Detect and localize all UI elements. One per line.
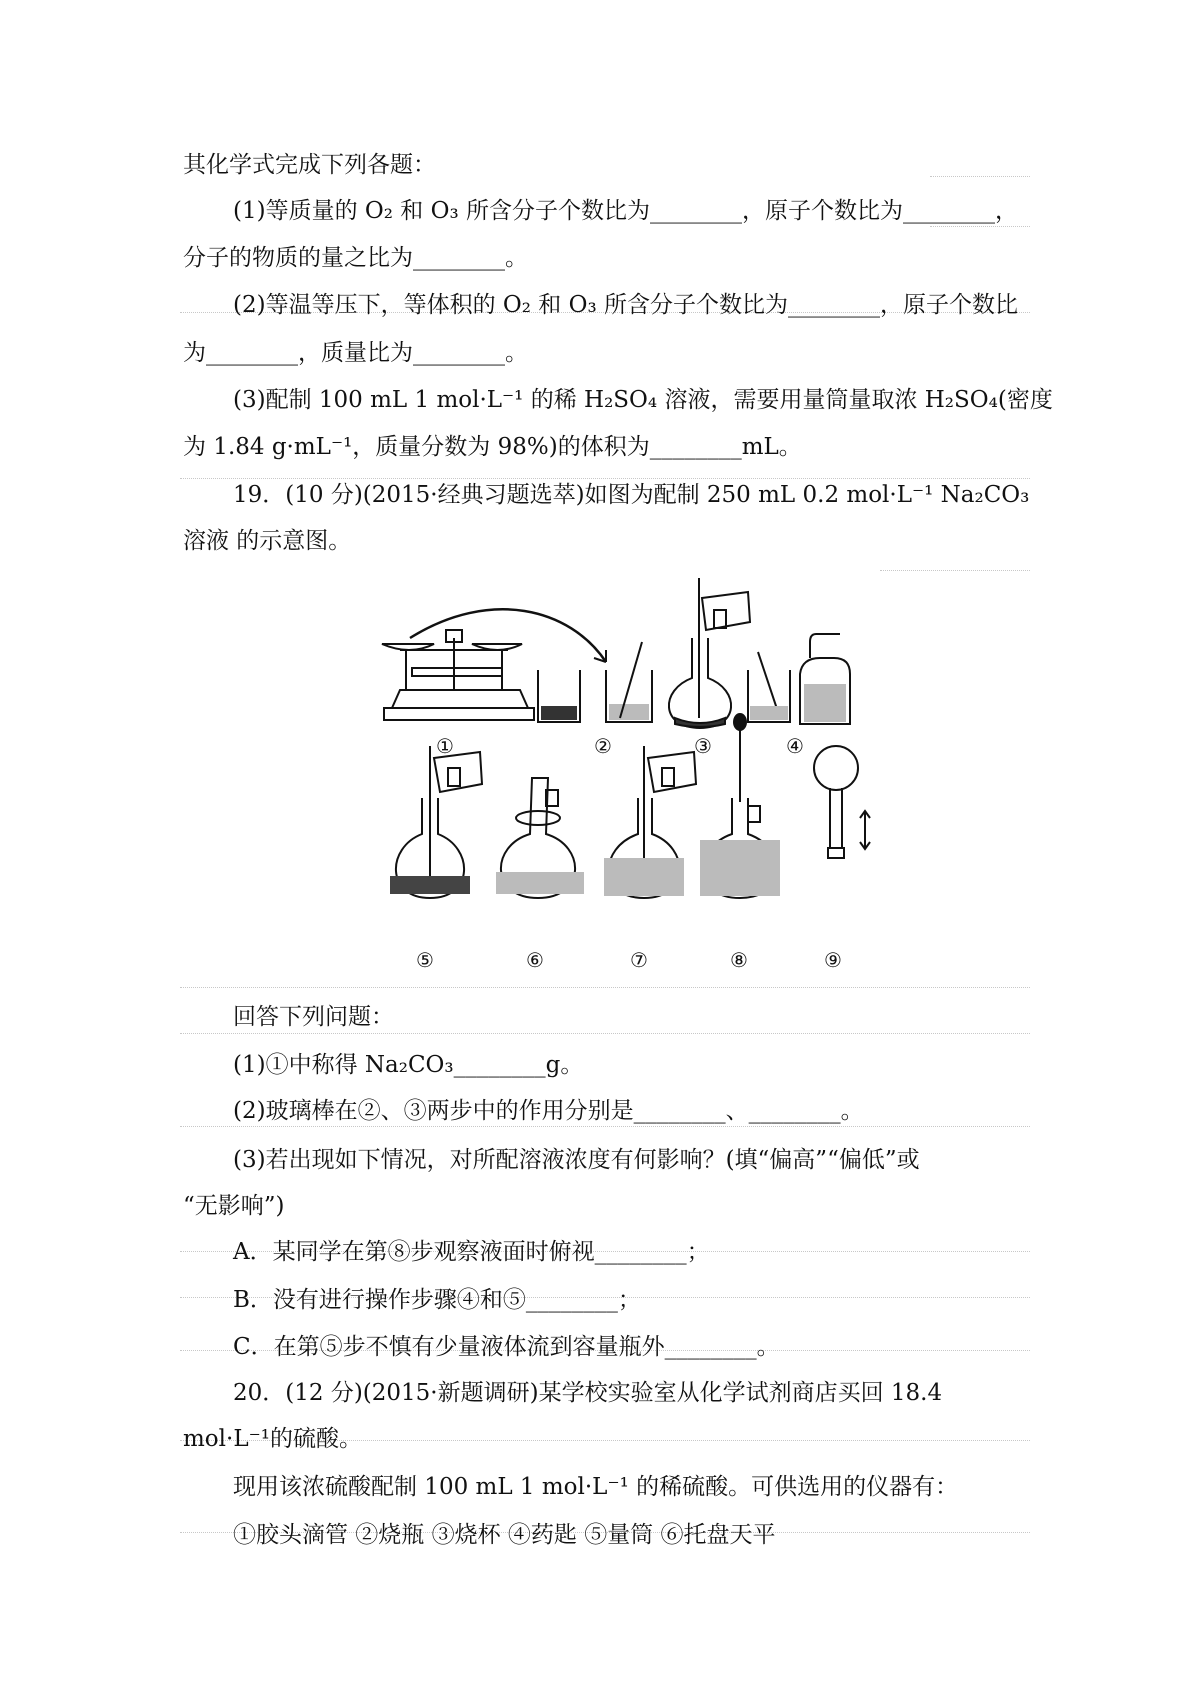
flask-pour-icon [390, 746, 482, 898]
instrument-list: ①胶头滴管 ②烧瓶 ③烧杯 ④药匙 ⑤量筒 ⑥托盘天平 [233, 1522, 776, 1548]
text-line: 分子的物质的量之比为________。 [183, 245, 528, 271]
text-line: mol·L⁻¹的硫酸。 [183, 1426, 362, 1452]
text-line: 为________，质量比为________。 [183, 340, 528, 366]
question-19-3: (3)若出现如下情况，对所配溶液浓度有何影响？(填“偏高”“偏低”或 [233, 1147, 920, 1173]
flask-swirl-icon [496, 778, 584, 898]
question-19-1: (1)①中称得 Na₂CO₃________g。 [233, 1052, 584, 1078]
option-a: A．某同学在第⑧步观察液面时俯视________； [233, 1239, 710, 1265]
figure-label: ① [436, 734, 454, 758]
figure-label: ③ [694, 734, 712, 758]
figure-label: ⑧ [730, 948, 748, 972]
text-line: 其化学式完成下列各题： [183, 152, 436, 178]
figure-label: ⑦ [630, 948, 648, 972]
beaker-icon [538, 670, 580, 722]
question-3: (3)配制 100 mL 1 mol·L⁻¹ 的稀 H₂SO₄ 溶液，需要用量筒量取浓 H₂SO₄(密度 [233, 387, 1053, 413]
wash-bottle-icon [748, 634, 850, 724]
question-19: 19．(10 分)(2015·经典习题选萃)如图为配制 250 mL 0.2 mol·L⁻¹ Na₂CO₃ [233, 482, 1030, 508]
text-line: 现用该浓硫酸配制 100 mL 1 mol·L⁻¹ 的稀硫酸。可供选用的仪器有： [233, 1474, 959, 1500]
question-20: 20．(12 分)(2015·新题调研)某学校实验室从化学试剂商店买回 18.4 [233, 1380, 943, 1406]
lab-figure [370, 578, 1050, 978]
flask-pour-icon [604, 746, 696, 898]
option-b: B．没有进行操作步骤④和⑤________； [233, 1287, 641, 1313]
figure-label: ⑤ [416, 948, 434, 972]
rule-line [880, 570, 1030, 571]
rule-line [180, 1126, 1030, 1127]
text-line: 为 1.84 g·mL⁻¹，质量分数为 98%)的体积为________mL。 [183, 434, 802, 460]
text-line: “无影响”) [183, 1193, 285, 1219]
question-1: (1)等质量的 O₂ 和 O₃ 所含分子个数比为________，原子个数比为________， [233, 198, 1018, 224]
question-19-2: (2)玻璃棒在②、③两步中的作用分别是________、________。 [233, 1098, 864, 1124]
option-c: C．在第⑤步不慎有少量液体流到容量瓶外________。 [233, 1334, 780, 1360]
rule-line [180, 987, 1030, 988]
flask-pour-icon [669, 578, 750, 728]
figure-label: ⑨ [824, 948, 842, 972]
figure-label: ⑥ [526, 948, 544, 972]
figure-label: ② [594, 734, 612, 758]
balance-icon [382, 609, 606, 720]
beaker-rod-icon [606, 642, 652, 722]
question-2: (2)等温等压下，等体积的 O₂ 和 O₃ 所含分子个数比为________，原子个数比 [233, 292, 1018, 318]
text-line: 回答下列问题： [233, 1004, 394, 1030]
text-line: 溶液 的示意图。 [183, 528, 352, 554]
rule-line [180, 1033, 1030, 1034]
rule-line [930, 226, 1030, 227]
flask-inverted-icon [814, 746, 870, 858]
rule-line [180, 478, 1030, 479]
flask-dropper-icon [700, 714, 780, 898]
figure-label: ④ [786, 734, 804, 758]
